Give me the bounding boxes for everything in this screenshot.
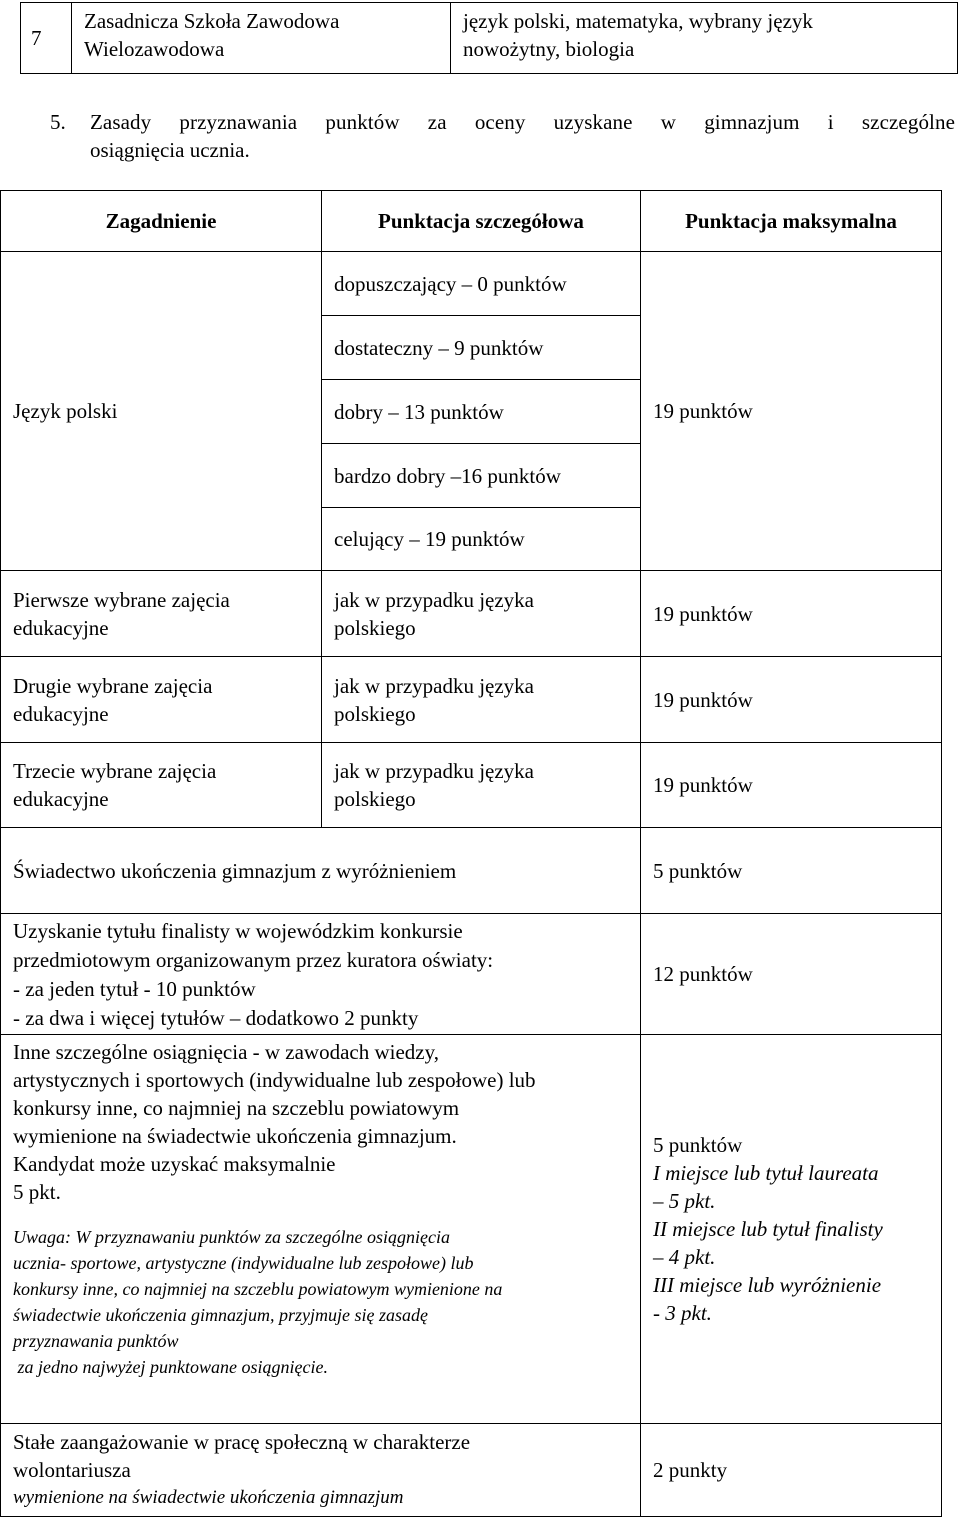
header-punktacja-szczegolowa: Punktacja szczegółowa xyxy=(321,190,641,252)
header-zagadnienie: Zagadnienie xyxy=(0,190,322,252)
polish-grade-row: celujący – 19 punktów xyxy=(321,507,641,571)
finalist-cell: Uzyskanie tytułu finalisty w wojewódzkim konkursie przedmiotowym organizowanym przez kuratora oświaty: - za jeden tytuł - 10 punktów - za dwa i więcej tytułów – dodatkowo 2 punkty xyxy=(0,913,641,1035)
honors-max-cell xyxy=(640,827,942,914)
polish-label: Język polski xyxy=(13,399,118,423)
volunteer-max-cell xyxy=(640,1423,942,1517)
polish-max: 19 punktów xyxy=(653,399,753,423)
school-subjects-line1: język polski, matematyka, wybrany język xyxy=(463,9,813,33)
school-number-cell xyxy=(20,2,72,74)
volunteer-cell: Stałe zaangażowanie w pracę społeczną w charakterze wolontariusza wymienione na świadectwie ukończenia gimnazjum xyxy=(0,1423,641,1517)
achievements-max-cell: 5 punktów I miejsce lub tytuł laureata – 5 pkt. II miejsce lub tytuł finalisty – 4 pkt. III miejsce lub wyróżnienie - 3 pkt. xyxy=(640,1034,942,1424)
polish-label-cell xyxy=(0,251,322,571)
elective-detail-cell: jak w przypadku języka polskiego xyxy=(321,570,641,657)
section-heading xyxy=(50,108,955,164)
honors-max: 5 punktów xyxy=(653,858,743,883)
achievements-max: 5 punktów xyxy=(653,1133,743,1157)
achievements-cell: Inne szczególne osiągnięcia - w zawodach wiedzy, artystycznych i sportowych (indywidualne lub zespołowe) lub konkursy inne, co najmniej na szczeblu powiatowym wymienione na świadectwie ukończenia gimnazjum. Kandydat może uzyskać maksymalnie 5 pkt. Uwaga: W przyznawaniu punktów za szczególne osiągnięcia ucznia- sportowe, artystyczne (indywidualne lub zespołowe) lub konkursy inne, co najmniej na szczeblu powiatowym wymienione na świadectwie ukończenia gimnazjum, przyjmuje się zasadę przyznawania punktów za jedno najwyżej punktowane osiągnięcie. xyxy=(0,1034,641,1424)
polish-grade-row: dopuszczający – 0 punktów xyxy=(321,251,641,316)
school-name-cell xyxy=(71,2,451,74)
finalist-max-cell xyxy=(640,913,942,1035)
achievements-note: Uwaga: W przyznawaniu punktów za szczególne osiągnięcia ucznia- sportowe, artystyczne (indywidualne lub zespołowe) lub konkursy inne, co najmniej na szczeblu powiatowym wymienione na świadectwie ukończenia gimnazjum, przyjmuje się zasadę przyznawania punktów za jedno najwyżej punktowane osiągnięcie. xyxy=(13,1227,503,1377)
elective-max-cell: 19 punktów xyxy=(640,570,942,657)
elective-max-cell: 19 punktów xyxy=(640,656,942,743)
polish-grade-row: dobry – 13 punktów xyxy=(321,379,641,444)
school-name-line1: Zasadnicza Szkoła Zawodowa xyxy=(84,9,340,33)
honors-label: Świadectwo ukończenia gimnazjum z wyróżnieniem xyxy=(13,858,457,883)
elective-label-cell: Drugie wybrane zajęcia edukacyjne xyxy=(0,656,322,743)
honors-label-cell xyxy=(0,827,641,914)
section-number: 5. xyxy=(50,110,66,134)
elective-detail-cell: jak w przypadku języka polskiego xyxy=(321,742,641,828)
finalist-max: 12 punktów xyxy=(653,962,753,986)
polish-max-cell xyxy=(640,251,942,571)
elective-label-cell: Pierwsze wybrane zajęcia edukacyjne xyxy=(0,570,322,657)
elective-max-cell: 19 punktów xyxy=(640,742,942,828)
section-title-line2: osiągnięcia ucznia. xyxy=(90,138,250,162)
school-name-line2: Wielozawodowa xyxy=(84,37,225,61)
polish-grade-row: dostateczny – 9 punktów xyxy=(321,315,641,380)
school-subjects-cell xyxy=(450,2,958,74)
polish-grade-row: bardzo dobry –16 punktów xyxy=(321,443,641,508)
volunteer-max: 2 punkty xyxy=(653,1458,728,1482)
header-punktacja-maksymalna: Punktacja maksymalna xyxy=(640,190,942,252)
school-subjects-line2: nowożytny, biologia xyxy=(463,37,635,61)
elective-detail-cell: jak w przypadku języka polskiego xyxy=(321,656,641,743)
school-number: 7 xyxy=(31,26,42,50)
elective-label-cell: Trzecie wybrane zajęcia edukacyjne xyxy=(0,742,322,828)
section-title-line1: Zasady przyznawania punktów za oceny uzyskane w gimnazjum i szczególne xyxy=(90,110,955,134)
